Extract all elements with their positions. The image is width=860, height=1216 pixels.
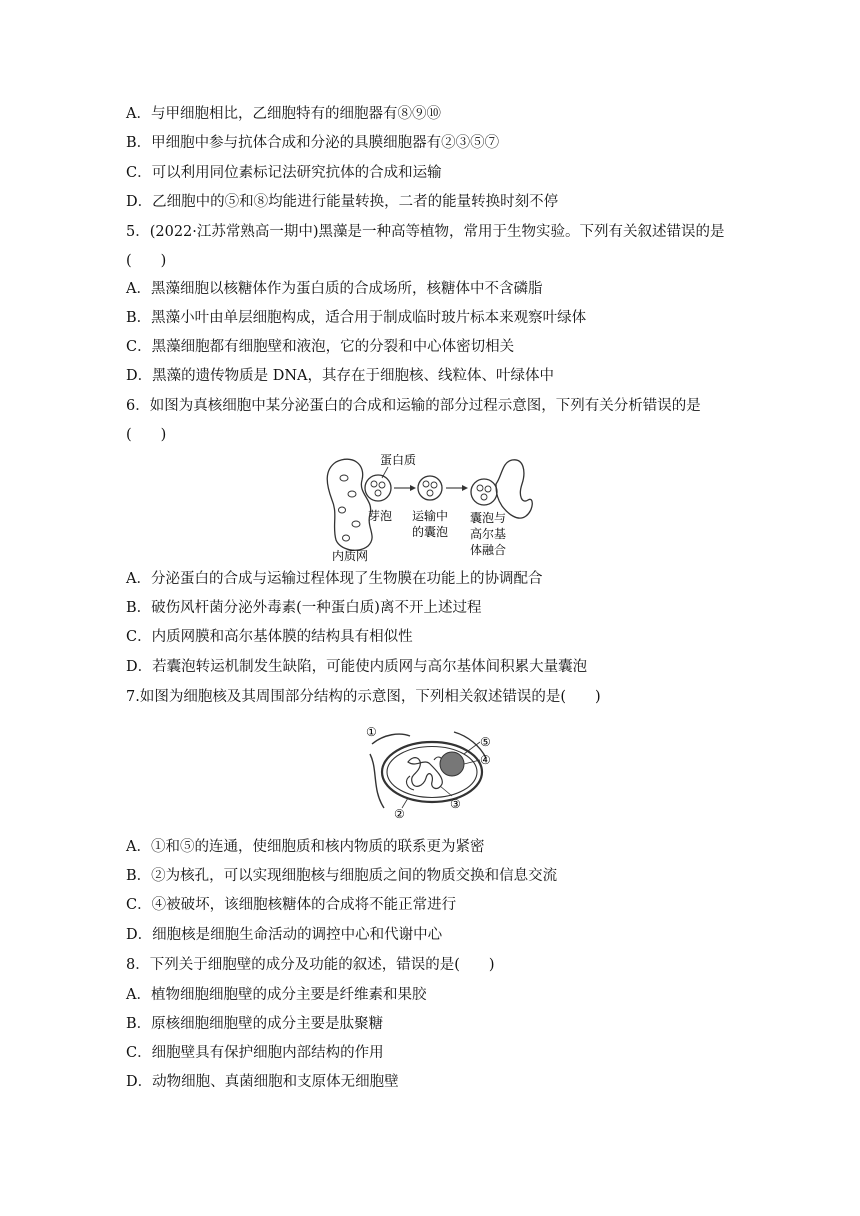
nucleus-figure: [364, 724, 500, 822]
label-transport-2: 的囊泡: [412, 525, 449, 539]
label-fusion-1: 囊泡与: [470, 511, 507, 525]
q4-option-c: C．可以利用同位素标记法研究抗体的合成和运输: [126, 165, 442, 181]
q8-option-a: A．植物细胞细胞壁的成分主要是纤维素和果胶: [126, 987, 427, 1003]
nuclear-envelope: [382, 742, 482, 802]
q4-option-b: B．甲细胞中参与抗体合成和分泌的具膜细胞器有②③⑤⑦: [126, 135, 500, 151]
label-transport-1: 运输中: [412, 509, 449, 523]
q8-option-c: C．细胞壁具有保护细胞内部结构的作用: [126, 1045, 384, 1061]
q7-option-b: B．②为核孔，可以实现细胞核与细胞质之间的物质交换和信息交流: [126, 868, 558, 884]
label-er: 内质网: [332, 549, 369, 563]
q5-option-c: C．黑藻细胞都有细胞壁和液泡，它的分裂和中心体密切相关: [126, 339, 515, 355]
label-3: ③: [450, 797, 461, 811]
q5-stem-bracket: ( ): [126, 253, 167, 269]
q6-option-a: A．分泌蛋白的合成与运输过程体现了生物膜在功能上的协调配合: [126, 571, 543, 587]
nucleolus: [440, 752, 464, 776]
q7-stem: 7.如图为细胞核及其周围部分结构的示意图，下列相关叙述错误的是( ): [126, 689, 601, 705]
label-1: ①: [366, 725, 377, 739]
q8-stem: 8．下列关于细胞壁的成分及功能的叙述，错误的是( ): [126, 957, 495, 973]
q4-option-d: D．乙细胞中的⑤和⑧均能进行能量转换，二者的能量转换时刻不停: [126, 194, 559, 210]
q5-option-d: D．黑藻的遗传物质是 DNA，其存在于细胞核、线粒体、叶绿体中: [126, 368, 555, 384]
q7-option-d: D．细胞核是细胞生命活动的调控中心和代谢中心: [126, 927, 443, 943]
q6-stem: 6．如图为真核细胞中某分泌蛋白的合成和运输的部分过程示意图，下列有关分析错误的是: [126, 398, 701, 414]
bud-vesicle: [365, 475, 391, 501]
q5-option-a: A．黑藻细胞以核糖体作为蛋白质的合成场所，核糖体中不含磷脂: [126, 281, 543, 297]
q8-option-b: B．原核细胞细胞壁的成分主要是肽聚糖: [126, 1016, 384, 1032]
label-fusion-2: 高尔基: [470, 527, 507, 541]
chromatin: [408, 758, 442, 789]
fusion-vesicle: [471, 479, 497, 505]
q5-stem: 5．(2022·江苏常熟高一期中)黑藻是一种高等植物，常用于生物实验。下列有关叙述错误的是: [126, 224, 725, 240]
q5-option-b: B．黑藻小叶由单层细胞构成，适合用于制成临时玻片标本来观察叶绿体: [126, 310, 587, 326]
q6-option-b: B．破伤风杆菌分泌外毒素(一种蛋白质)离不开上述过程: [126, 600, 482, 616]
label-2: ②: [394, 807, 405, 821]
label-fusion-3: 体融合: [470, 543, 507, 557]
label-bud: 芽泡: [368, 509, 393, 523]
q6-option-d: D．若囊泡转运机制发生缺陷，可能使内质网与高尔基体间积累大量囊泡: [126, 659, 588, 675]
q6-stem-bracket: ( ): [126, 427, 167, 443]
q4-option-a: A．与甲细胞相比，乙细胞特有的细胞器有⑧⑨⑩: [126, 106, 441, 122]
label-4: ④: [480, 753, 491, 767]
q8-option-d: D．动物细胞、真菌细胞和支原体无细胞壁: [126, 1074, 399, 1090]
q7-option-c: C．④被破坏，该细胞核糖体的合成将不能正常进行: [126, 897, 457, 913]
label-5: ⑤: [480, 735, 491, 749]
label-protein: 蛋白质: [380, 454, 417, 467]
secretion-process-figure: [322, 454, 542, 564]
q6-option-c: C．内质网膜和高尔基体膜的结构具有相似性: [126, 629, 413, 645]
q7-option-a: A．①和⑤的连通，使细胞质和核内物质的联系更为紧密: [126, 839, 485, 855]
golgi-shape: [496, 460, 532, 518]
